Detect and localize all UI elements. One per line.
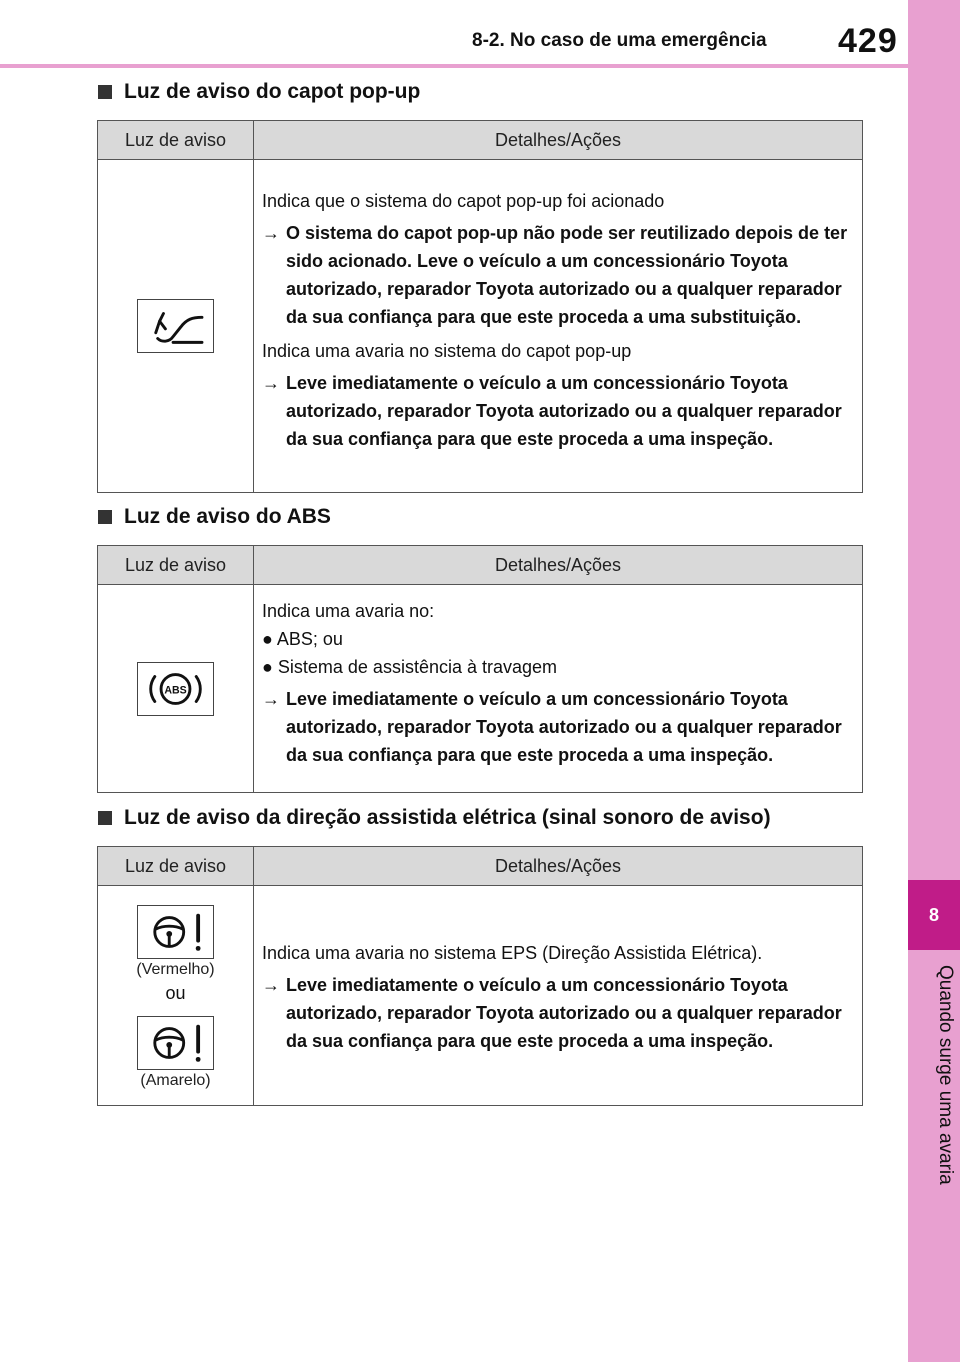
table-row — [98, 886, 863, 1106]
detail-text: Indica que o sistema do capot pop-up foi acionado — [262, 191, 665, 211]
action-text: → Leve imediatamente o veículo a um concessionário Toyota autorizado, reparador Toyota autorizado ou a qualquer reparador da sua confiança para que este proceda a uma inspeção. — [262, 369, 854, 453]
section-title-popup-hood: Luz de aviso do capot pop-up — [98, 80, 420, 104]
page-number: 429 — [838, 22, 898, 60]
abs-warning-icon — [137, 662, 214, 716]
abs-table — [97, 545, 863, 793]
detail-text: Indica uma avaria no sistema do capot pop-up — [262, 341, 632, 361]
col-header-light: Luz de aviso — [98, 546, 254, 585]
bullet-item: ● Sistema de assistência à travagem — [262, 656, 558, 677]
arrow-icon: → — [262, 974, 280, 995]
detail-text: Indica uma avaria no sistema EPS (Direção Assistida Elétrica). — [262, 942, 763, 963]
col-header-light: Luz de aviso — [98, 121, 254, 160]
table-header-row — [98, 546, 863, 585]
col-header-details: Detalhes/Ações — [254, 546, 863, 585]
square-bullet-icon — [98, 510, 112, 524]
table-row — [98, 160, 863, 493]
details-cell — [254, 160, 863, 493]
running-header: 8-2. No caso de uma emergência — [472, 30, 767, 51]
arrow-icon: → — [262, 373, 280, 393]
detail-text: Indica uma avaria no: — [262, 600, 435, 621]
pop-up-hood-warning-icon — [137, 299, 214, 353]
svg-text:ABS: ABS — [164, 683, 187, 696]
action-text: → Leve imediatamente o veículo a um concessionário Toyota autorizado, reparador Toyota autorizado ou a qualquer reparador da sua confiança para que este proceda a uma inspeção. — [262, 971, 854, 1055]
icon-cell — [98, 585, 254, 793]
arrow-icon: → — [262, 688, 280, 709]
col-header-light: Luz de aviso — [98, 847, 254, 886]
action-text: → Leve imediatamente o veículo a um concessionário Toyota autorizado, reparador Toyota autorizado ou a qualquer reparador da sua confiança para que este proceda a uma inspeção. — [262, 685, 854, 769]
section-title-abs: Luz de aviso do ABS — [98, 505, 331, 529]
icon-cell — [98, 160, 254, 493]
chapter-badge: 8 — [908, 880, 960, 950]
details-cell — [254, 886, 863, 1106]
bullet-icon: ● — [262, 656, 273, 677]
caption-or: ou — [165, 983, 186, 1003]
caption-red: (Vermelho) — [136, 961, 215, 978]
icon-cell — [98, 886, 254, 1106]
square-bullet-icon — [98, 85, 112, 99]
action-text: → O sistema do capot pop-up não pode ser reutilizado depois de ter sido acionado. Leve o veículo a um concessionário Toyota autorizado, reparador Toyota autorizado ou a qualquer reparador da sua confiança para que este proceda a uma substituição. — [262, 219, 854, 331]
col-header-details: Detalhes/Ações — [254, 121, 863, 160]
popup-hood-table — [97, 120, 863, 493]
bullet-item: ● ABS; ou — [262, 628, 343, 649]
steering-wheel-warning-icon-amber — [137, 1016, 214, 1070]
square-bullet-icon — [98, 811, 112, 825]
header-rule — [0, 64, 908, 68]
table-header-row — [98, 121, 863, 160]
col-header-details: Detalhes/Ações — [254, 847, 863, 886]
table-row — [98, 585, 863, 793]
eps-table — [97, 846, 863, 1106]
steering-wheel-warning-icon-red — [137, 905, 214, 959]
details-cell — [254, 585, 863, 793]
chapter-label: Quando surge uma avaria — [935, 965, 956, 1185]
arrow-icon: → — [262, 223, 280, 243]
caption-amber: (Amarelo) — [140, 1072, 211, 1089]
section-title-eps: Luz de aviso da direção assistida elétrica (sinal sonoro de aviso) — [98, 806, 771, 830]
bullet-icon: ● — [262, 628, 273, 649]
table-header-row — [98, 847, 863, 886]
